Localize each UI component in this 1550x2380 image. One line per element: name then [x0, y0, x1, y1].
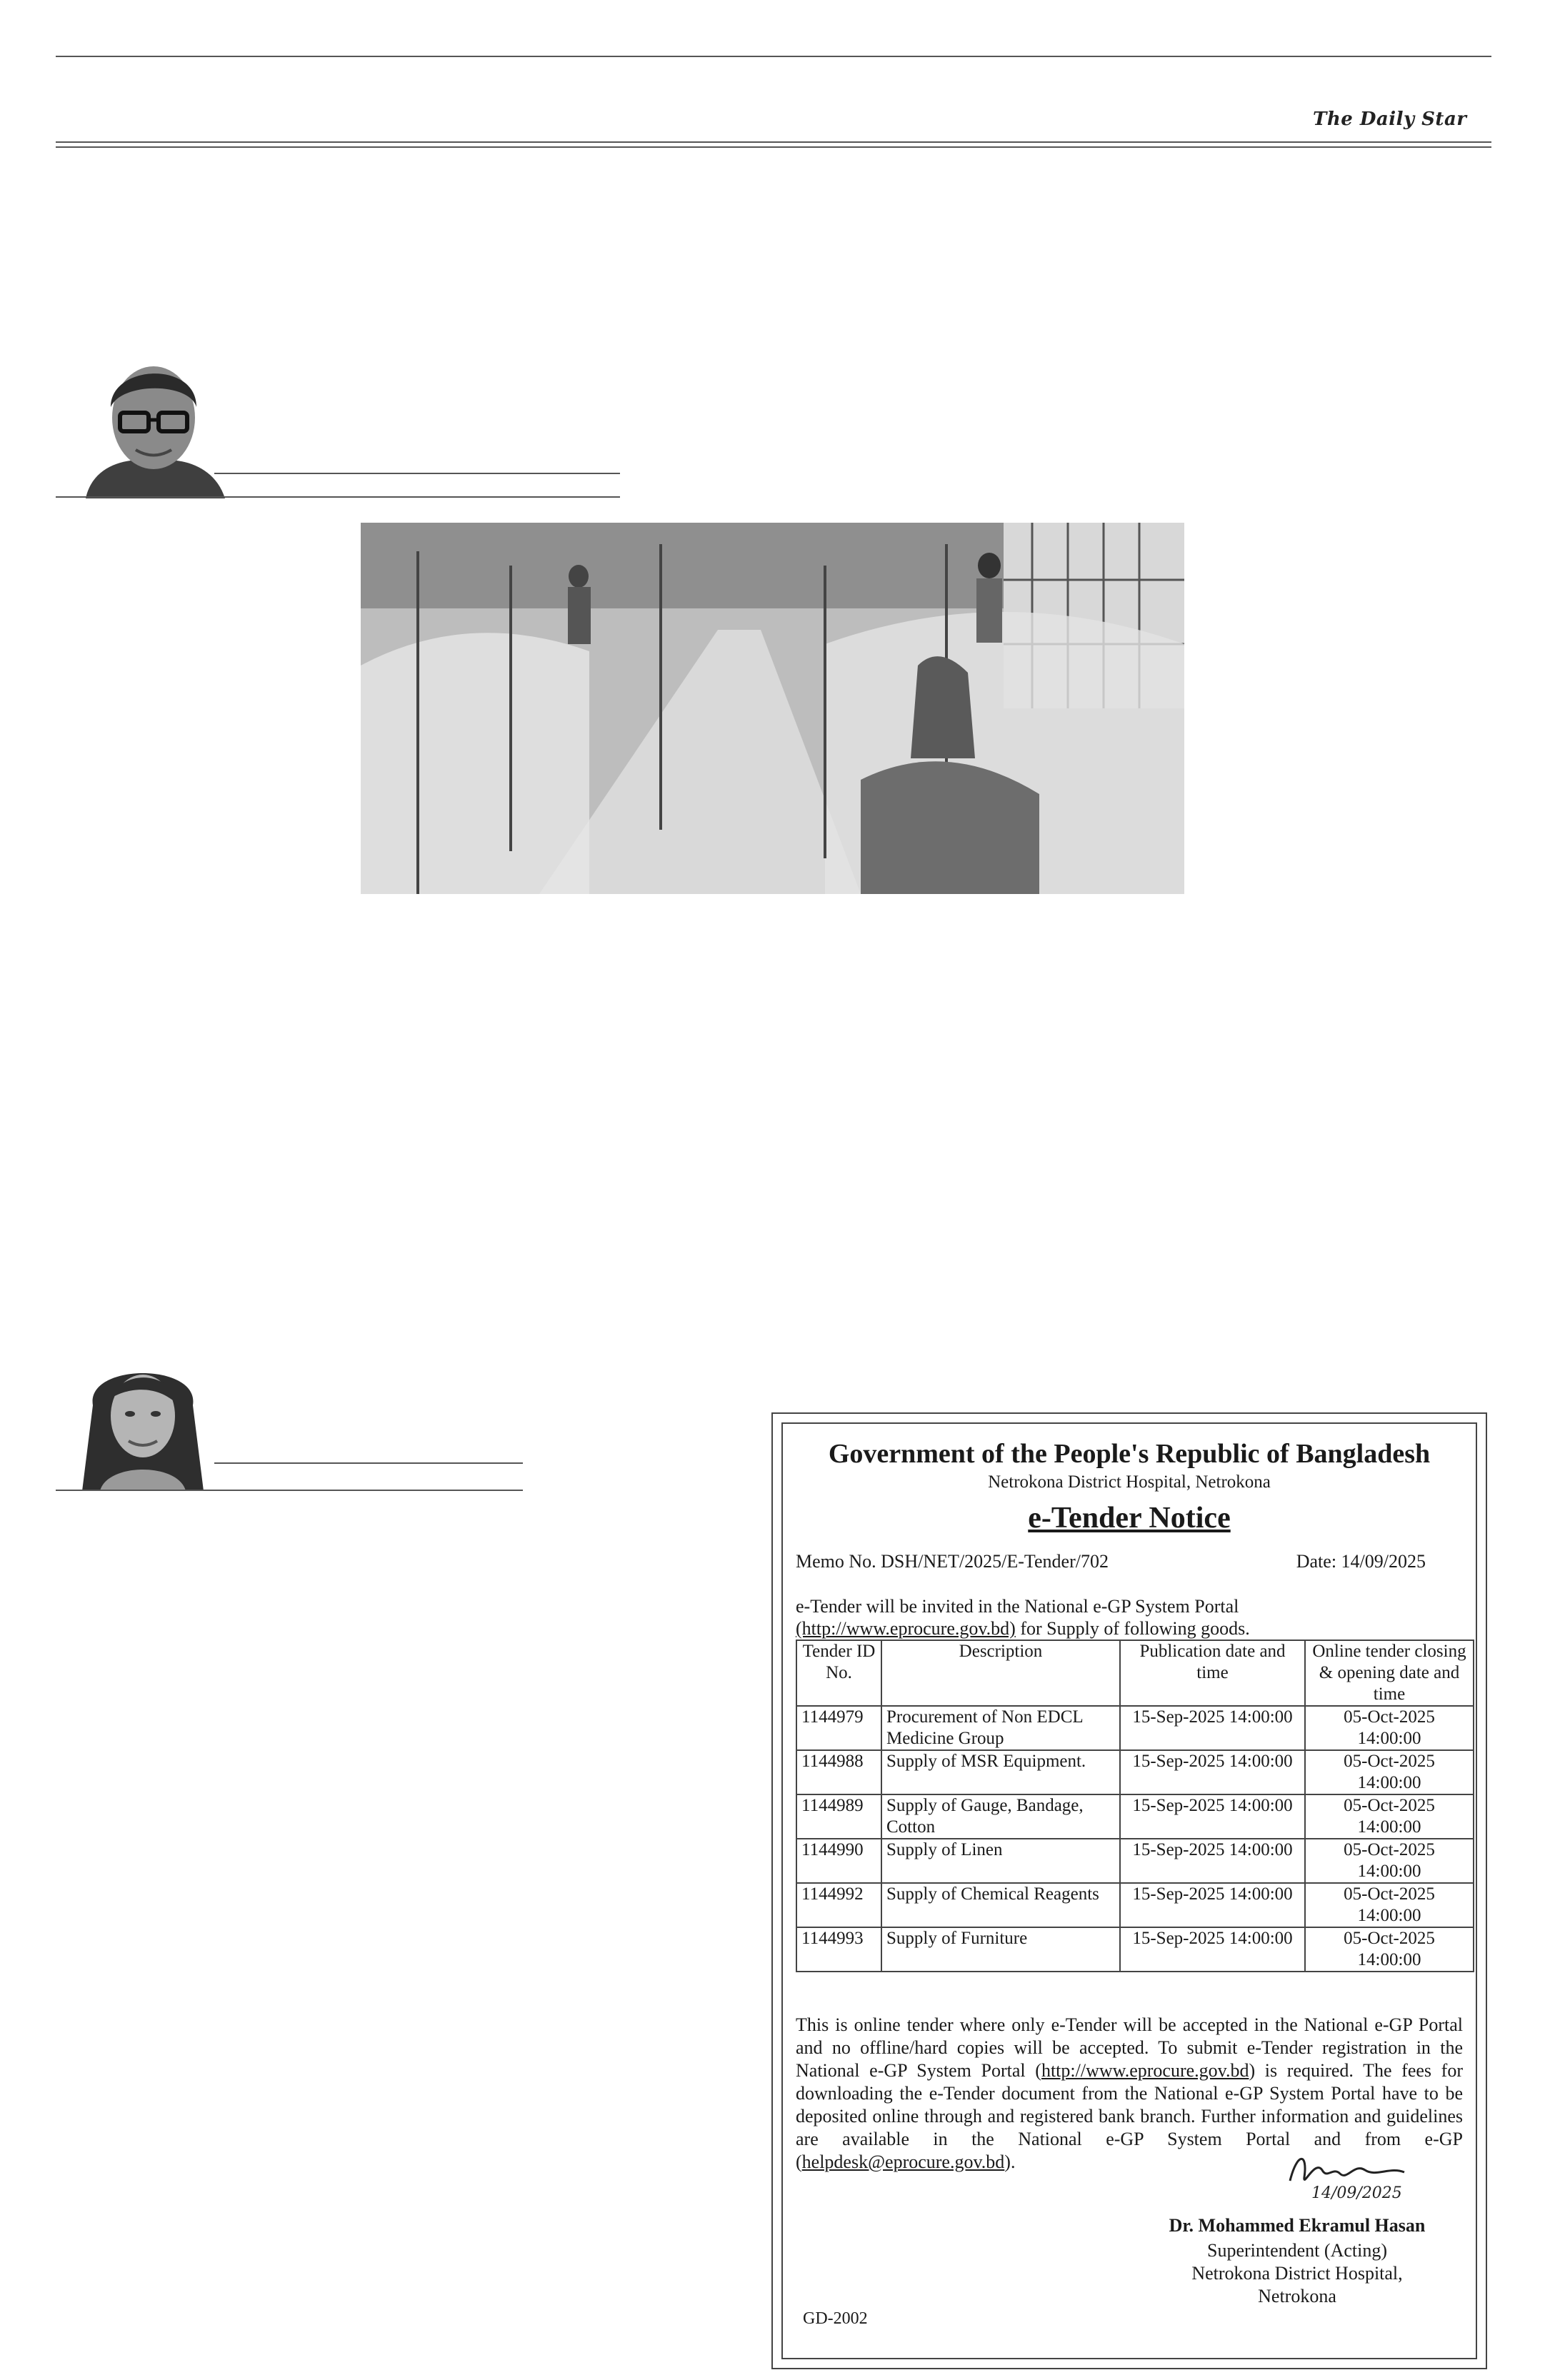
cell-description: Supply of Furniture: [881, 1927, 1120, 1972]
body-helpdesk-link[interactable]: helpdesk@eprocure.gov.bd: [801, 2151, 1005, 2172]
cell-closing: 05-Oct-2025 14:00:00: [1305, 1883, 1474, 1927]
cell-description: Supply of Chemical Reagents: [881, 1883, 1120, 1927]
cell-closing: 05-Oct-2025 14:00:00: [1305, 1927, 1474, 1972]
cell-publication: 15-Sep-2025 14:00:00: [1120, 1706, 1305, 1750]
intro-text: e-Tender will be invited in the National e-GP System Portal: [796, 1596, 1239, 1617]
table-header-row: [796, 1640, 1474, 1706]
cell-description: Supply of Linen: [881, 1839, 1120, 1883]
author-portrait-1: [71, 343, 236, 498]
signatory-office-2: Netrokona: [1258, 2286, 1336, 2306]
body-text-3: ).: [1004, 2151, 1016, 2172]
tender-table: [796, 1640, 1474, 1972]
body-portal-link[interactable]: http://www.eprocure.gov.bd: [1041, 2060, 1249, 2081]
intro-portal-link[interactable]: (http://www.eprocure.gov.bd): [796, 1618, 1016, 1639]
signatory-title: Superintendent (Acting): [1207, 2240, 1387, 2261]
author-1-rule-b: [56, 496, 620, 498]
notice-heading: e-Tender Notice: [1028, 1502, 1231, 1535]
cell-tender-id: 1144988: [796, 1750, 881, 1794]
author-2-rule-b: [56, 1490, 523, 1491]
header-closing: Online tender closing & opening date and time: [1305, 1640, 1474, 1706]
hospital-ward-photo: [361, 523, 1184, 894]
author-2-rule-a: [214, 1462, 523, 1464]
table-row: [796, 1794, 1474, 1839]
notice-code: GD-2002: [803, 2309, 868, 2328]
table-row: [796, 1883, 1474, 1927]
tender-notice-box: [771, 1412, 1487, 2369]
table-row: [796, 1706, 1474, 1750]
header-description: Description: [881, 1640, 1120, 1706]
masthead-logo: The Daily Star: [1313, 109, 1467, 130]
table-row: [796, 1927, 1474, 1972]
cell-tender-id: 1144993: [796, 1927, 881, 1972]
notice-memo: Memo No. DSH/NET/2025/E-Tender/702: [796, 1551, 1109, 1572]
signatory-designation: [1140, 2239, 1454, 2308]
body-text-2: ) is required. The fees for downloading the e-Tender document from the National e-GP System Portal have to be deposited online through and registered bank branch. Further information and guidelines are available in the National e-GP System Portal and from e-GP (: [796, 2060, 1463, 2172]
author-1-rule-a: [214, 473, 620, 474]
cell-publication: 15-Sep-2025 14:00:00: [1120, 1927, 1305, 1972]
cell-closing: 05-Oct-2025 14:00:00: [1305, 1794, 1474, 1839]
cell-closing: 05-Oct-2025 14:00:00: [1305, 1839, 1474, 1883]
notice-government-title: Government of the People's Republic of Bangladesh: [828, 1439, 1431, 1469]
masthead-rule-1: [56, 141, 1491, 143]
body-text-1: This is online tender where only e-Tender will be accepted in the National e-GP Portal and no offline/hard copies will be accepted. To submit e-Tender registration in the National e-GP System Portal (: [796, 2014, 1463, 2081]
cell-closing: 05-Oct-2025 14:00:00: [1305, 1750, 1474, 1794]
handwritten-signature: [1283, 2145, 1426, 2202]
table-row: [796, 1839, 1474, 1883]
cell-description: Supply of MSR Equipment.: [881, 1750, 1120, 1794]
notice-date: Date: 14/09/2025: [1296, 1551, 1426, 1572]
cell-publication: 15-Sep-2025 14:00:00: [1120, 1883, 1305, 1927]
signatory-office-1: Netrokona District Hospital,: [1191, 2263, 1403, 2284]
signatory-name: Dr. Mohammed Ekramul Hasan: [1169, 2215, 1426, 2236]
header-tender-id: Tender ID No.: [796, 1640, 881, 1706]
cell-tender-id: 1144989: [796, 1794, 881, 1839]
cell-tender-id: 1144992: [796, 1883, 881, 1927]
cell-closing: 05-Oct-2025 14:00:00: [1305, 1706, 1474, 1750]
notice-office: Netrokona District Hospital, Netrokona: [988, 1472, 1271, 1492]
intro-text-end: for Supply of following goods.: [1015, 1618, 1250, 1639]
notice-intro: [796, 1595, 1463, 1640]
header-publication: Publication date and time: [1120, 1640, 1305, 1706]
author-portrait-2: [71, 1348, 214, 1491]
table-row: [796, 1750, 1474, 1794]
cell-publication: 15-Sep-2025 14:00:00: [1120, 1750, 1305, 1794]
cell-description: Supply of Gauge, Bandage, Cotton: [881, 1794, 1120, 1839]
cell-description: Procurement of Non EDCL Medicine Group: [881, 1706, 1120, 1750]
cell-tender-id: 1144979: [796, 1706, 881, 1750]
cell-publication: 15-Sep-2025 14:00:00: [1120, 1794, 1305, 1839]
masthead-rule-2: [56, 146, 1491, 148]
cell-tender-id: 1144990: [796, 1839, 881, 1883]
svg-text:14/09/2025: 14/09/2025: [1311, 2184, 1402, 2202]
cell-publication: 15-Sep-2025 14:00:00: [1120, 1839, 1305, 1883]
top-rule: [56, 56, 1491, 57]
tender-notice-inner: [781, 1422, 1477, 2359]
